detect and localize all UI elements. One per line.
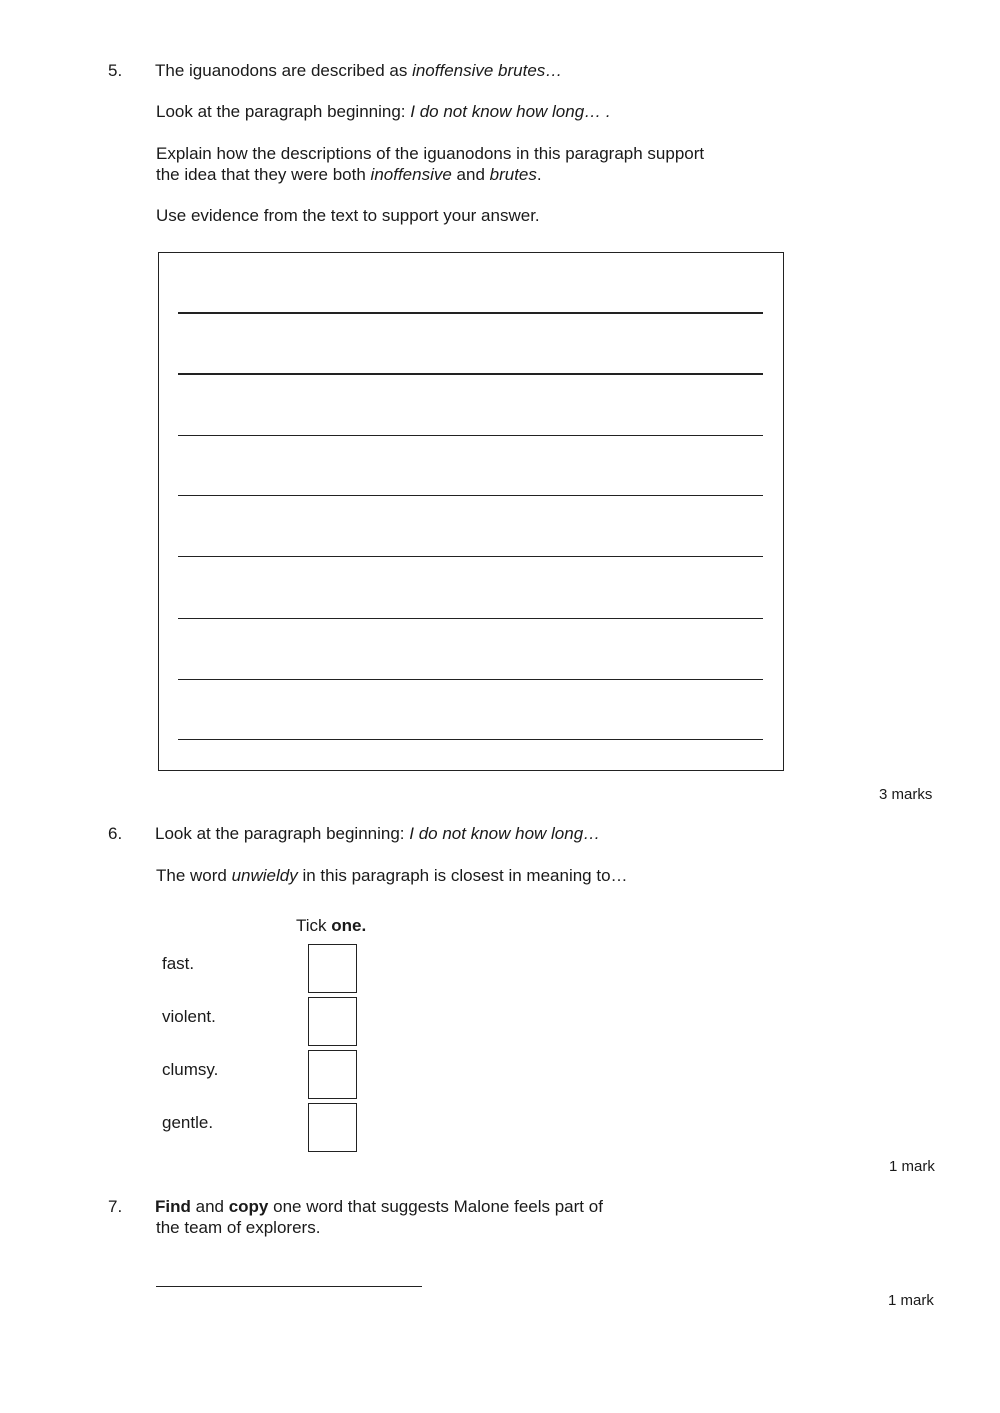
q5-explain-line1: Explain how the descriptions of the iguanodons in this paragraph support: [156, 144, 705, 163]
q6-tick-instruction: [296, 915, 366, 936]
tickbox-gentle[interactable]: [308, 1103, 357, 1152]
q5-look-prefix: Look at the paragraph beginning:: [156, 102, 411, 121]
q7-line2: the team of explorers.: [156, 1218, 321, 1237]
q5-explain-italic1: inoffensive: [370, 165, 452, 184]
q7-number: 7.: [108, 1197, 123, 1216]
q5-look: [156, 101, 611, 122]
q7-copy: copy: [228, 1197, 269, 1216]
q7-prompt: [155, 1196, 603, 1217]
option-label-gentle: gentle.: [162, 1113, 214, 1132]
q5-answer-box[interactable]: [158, 252, 784, 771]
q6-look-italic: I do not know how long…: [409, 824, 601, 843]
option-label-violent: violent.: [162, 1007, 216, 1026]
q5-explain-line2-prefix: the idea that they were both: [156, 165, 371, 184]
answer-line[interactable]: [178, 618, 763, 619]
q6-word-italic: unwieldy: [231, 866, 298, 885]
q6-marks: 1 mark: [889, 1158, 935, 1175]
tickbox-violent[interactable]: [308, 997, 357, 1046]
answer-line[interactable]: [178, 312, 763, 314]
q5-explain-line2: [156, 164, 542, 185]
q6-number: 6.: [108, 824, 123, 843]
q6-look: [155, 823, 600, 844]
answer-line[interactable]: [178, 435, 763, 436]
q6-word-prefix: The word: [156, 866, 232, 885]
q5-marks: 3 marks: [879, 786, 933, 803]
answer-line[interactable]: [178, 679, 763, 680]
q6-look-prefix: Look at the paragraph beginning:: [155, 824, 410, 843]
q5-look-italic: I do not know how long… .: [410, 102, 611, 121]
q6-tick-prefix: Tick: [296, 916, 332, 935]
answer-line[interactable]: [178, 373, 763, 375]
q6-tick-bold: one.: [331, 916, 367, 935]
option-label-fast: fast.: [162, 954, 195, 973]
tickbox-clumsy[interactable]: [308, 1050, 357, 1099]
q5-explain-italic2: brutes: [489, 165, 537, 184]
q7-rest: one word that suggests Malone feels part of: [268, 1197, 603, 1216]
q5-number: 5.: [108, 61, 123, 80]
answer-line[interactable]: [178, 739, 763, 740]
q5-evidence: Use evidence from the text to support your answer.: [156, 206, 540, 225]
q7-marks: 1 mark: [888, 1292, 934, 1309]
q6-word-suffix: in this paragraph is closest in meaning to…: [297, 866, 628, 885]
q5-intro: The iguanodons are described as: [155, 61, 413, 80]
q7-and: and: [190, 1197, 229, 1216]
q6-word: [156, 865, 628, 886]
q5-explain-end: .: [536, 165, 542, 184]
answer-line[interactable]: [178, 495, 763, 496]
answer-line[interactable]: [178, 556, 763, 557]
q5-explain-mid: and: [451, 165, 490, 184]
q5-prompt: [155, 60, 562, 81]
option-label-clumsy: clumsy.: [162, 1060, 219, 1079]
q7-answer-line[interactable]: [156, 1286, 422, 1287]
q7-find: Find: [155, 1197, 191, 1216]
q5-intro-italic: inoffensive brutes…: [412, 61, 563, 80]
tickbox-fast[interactable]: [308, 944, 357, 993]
